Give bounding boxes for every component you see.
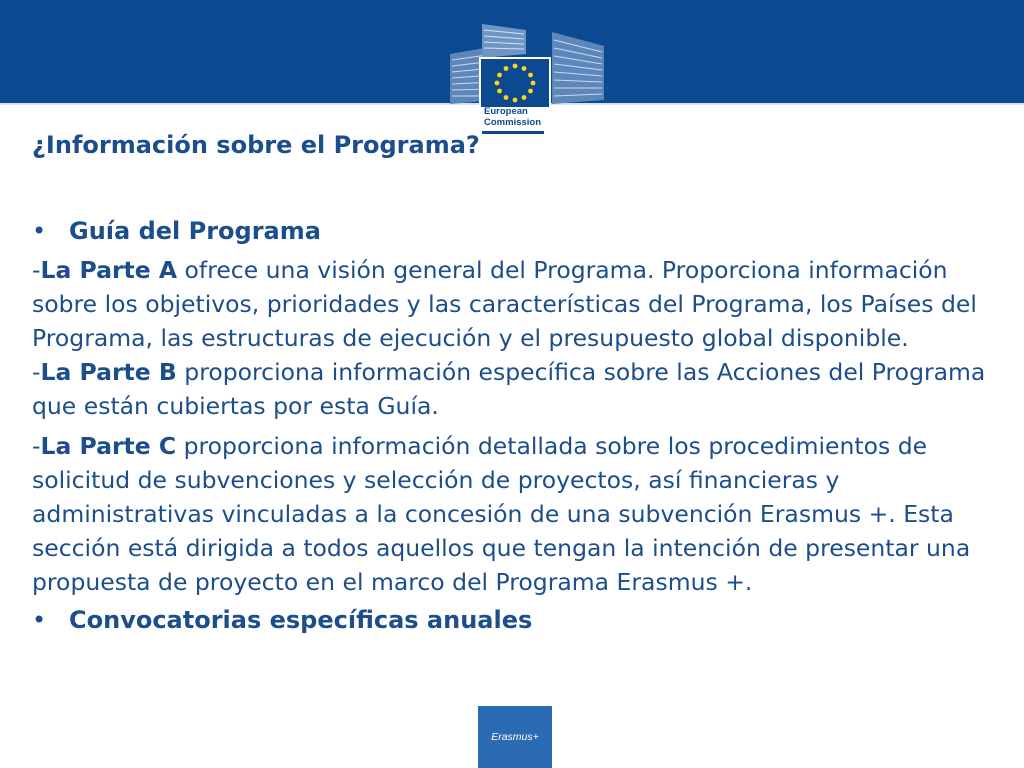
logo-caption: European Commission bbox=[484, 106, 542, 128]
slide-title: ¿Información sobre el Programa? bbox=[32, 131, 480, 159]
bullet-guia-programa: • Guía del Programa bbox=[32, 216, 1002, 246]
erasmus-plus-label: Erasmus+ bbox=[491, 731, 539, 743]
bullet-convocatorias: • Convocatorias específicas anuales bbox=[32, 605, 1002, 635]
paragraph-parte-a: -La Parte A ofrece una visión general del Programa. Proporciona información sobre los objetivos, prioridades y las características del Programa, los Países del Programa, las estructuras de ejecución y el presupuesto global disponible. bbox=[32, 256, 977, 352]
paragraph-parte-c: -La Parte C proporciona información detallada sobre los procedimientos de solicitud de subvenciones y selección de proyectos, así financieras y administrativas vinculadas a la concesión de una subvención Erasmus +. Esta sección está dirigida a todos aquellos que tengan la intención de presentar una propuesta de proyecto en el marco del Programa Erasmus +. bbox=[32, 432, 971, 596]
slide-body bbox=[32, 130, 1002, 635]
paragraph-parte-b: -La Parte B proporciona información específica sobre las Acciones del Programa que están cubiertas por esta Guía. bbox=[32, 358, 986, 420]
erasmus-plus-tab bbox=[478, 706, 552, 768]
